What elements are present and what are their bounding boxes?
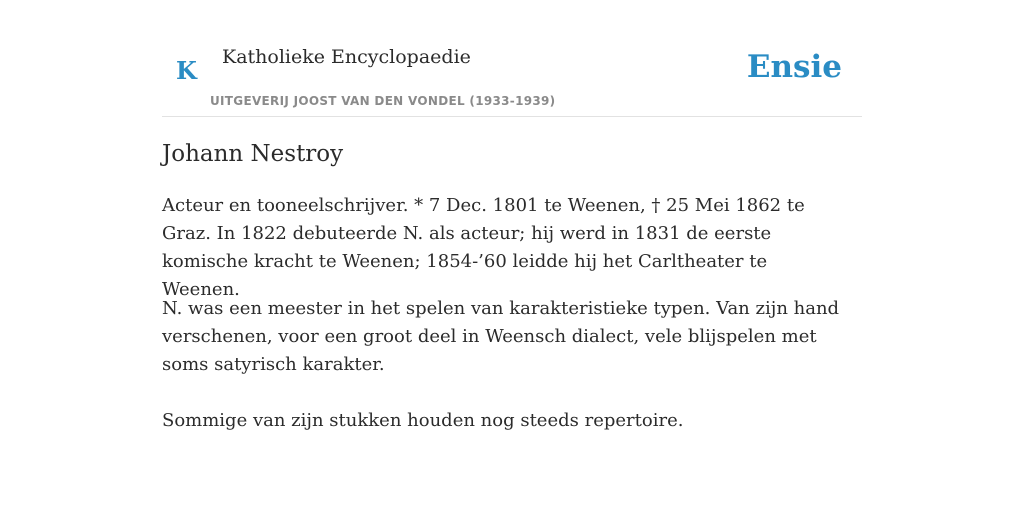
encyclopedia-header <box>162 38 862 117</box>
article-paragraph: Sommige van zijn stukken houden nog steeds repertoire. <box>162 410 684 431</box>
article <box>162 138 862 431</box>
encyclopedia-logo[interactable]: K <box>176 56 197 85</box>
publisher-subtitle: UITGEVERIJ JOOST VAN DEN VONDEL (1933-1939) <box>210 94 556 108</box>
article-paragraph: Acteur en tooneelschrijver. * 7 Dec. 1801 te Weenen, † 25 Mei 1862 te Graz. In 1822 debuteerde N. als acteur; hij werd in 1831 de eerste komische kracht te Weenen; 1854-’60 leidde hij het Carltheater te Weenen. <box>162 195 805 300</box>
article-title: Johann Nestroy <box>162 141 344 167</box>
ensie-brand-link[interactable]: Ensie <box>746 49 842 85</box>
article-paragraph: N. was een meester in het spelen van karakteristieke typen. Van zijn hand verschenen, voor een groot deel in Weensch dialect, vele blijspelen met soms satyrisch karakter. <box>162 298 840 375</box>
publication-title[interactable]: Katholieke Encyclopaedie <box>222 46 471 68</box>
